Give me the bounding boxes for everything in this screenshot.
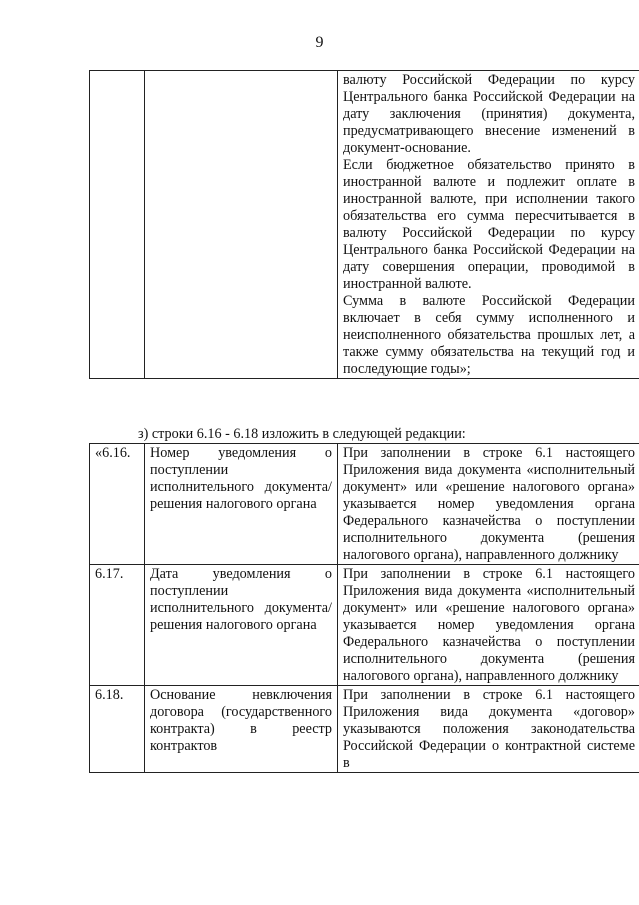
continuation-table bbox=[89, 70, 639, 379]
name-cell bbox=[145, 71, 338, 379]
instruction-text: з) строки 6.16 - 6.18 изложить в следующей редакции: bbox=[138, 426, 466, 442]
row-name: Номер уведомления о поступлении исполнительного документа/решения налогового органа bbox=[145, 444, 338, 565]
page-number: 9 bbox=[315, 34, 324, 51]
row-name: Дата уведомления о поступлении исполнительного документа/решения налогового органа bbox=[145, 565, 338, 686]
table-row bbox=[90, 686, 639, 773]
number-cell bbox=[90, 71, 145, 379]
row-number: 6.18. bbox=[90, 686, 145, 773]
paragraph: Если бюджетное обязательство принято в иностранной валюте и подлежит оплате в иностранной валюте, при исполнении такого обязательства его сумма пересчитывается в валюту Российской Федерации по курсу Центрального банка Российской Федерации на дату совершения операции, проводимой в иностранной валюте. bbox=[343, 157, 635, 292]
row-number: «6.16. bbox=[90, 444, 145, 565]
row-name: Основание невключения договора (государственного контракта) в реестр контрактов bbox=[145, 686, 338, 773]
table-row bbox=[90, 71, 639, 379]
rows-table bbox=[89, 443, 639, 773]
paragraph: валюту Российской Федерации по курсу Центрального банка Российской Федерации на дату заключения (принятия) документа, предусматривающего внесение изменений в документ-основание. bbox=[343, 72, 635, 156]
row-description: При заполнении в строке 6.1 настоящего Приложения вида документа «исполнительный документ» или «решение налогового органа» указывается номер уведомления органа Федерального казначейства о поступлении исполнительного документа (решения налогового органа), направленного должнику bbox=[338, 444, 639, 565]
description-cell bbox=[338, 71, 639, 379]
table-row bbox=[90, 565, 639, 686]
row-description: При заполнении в строке 6.1 настоящего Приложения вида документа «исполнительный документ» или «решение налогового органа» указывается номер уведомления органа Федерального казначейства о поступлении исполнительного документа (решения налогового органа), направленного должнику bbox=[338, 565, 639, 686]
table-row bbox=[90, 444, 639, 565]
row-number: 6.17. bbox=[90, 565, 145, 686]
row-description: При заполнении в строке 6.1 настоящего Приложения вида документа «договор» указываются положения законодательства Российской Федерации о контрактной системе в bbox=[338, 686, 639, 773]
paragraph: Сумма в валюте Российской Федерации включает в себя сумму исполненного и неисполненного обязательства прошлых лет, а также сумму обязательства на текущий год и последующие годы»; bbox=[343, 293, 635, 377]
